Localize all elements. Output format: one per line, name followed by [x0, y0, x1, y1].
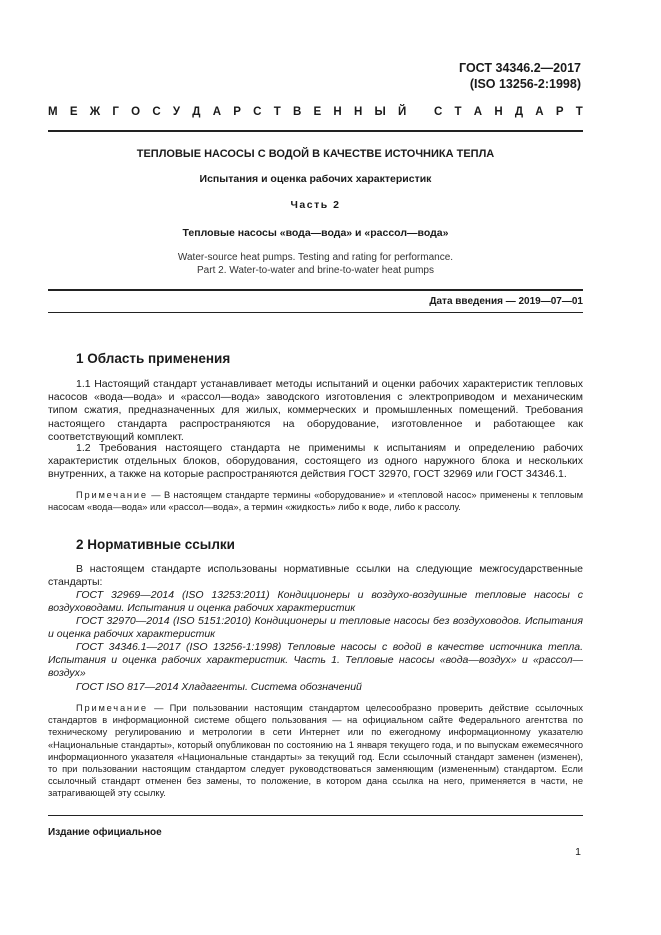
standard-code-block — [459, 60, 581, 92]
note-label: Примечание — [76, 703, 148, 713]
banner-letter: Р — [555, 106, 564, 118]
date-rule — [48, 312, 583, 313]
banner-letter: В — [292, 106, 302, 118]
banner-letter: Т — [454, 106, 462, 118]
english-title-line2: Part 2. Water-to-water and brine-to-water heat pumps — [197, 265, 434, 276]
note-label: Примечание — [76, 490, 148, 500]
document-subtitle: Испытания и оценка рабочих характеристик — [199, 173, 432, 185]
document-title: ТЕПЛОВЫЕ НАСОСЫ С ВОДОЙ В КАЧЕСТВЕ ИСТОЧНИКА ТЕПЛА — [136, 148, 495, 160]
banner-letter: О — [131, 106, 141, 118]
banner-letter: Н — [494, 106, 503, 118]
english-title — [48, 251, 583, 277]
iso-reference: (ISO 13256-2:1998) — [469, 77, 581, 91]
banner-letter: Г — [112, 106, 119, 118]
note-text: — В настоящем стандарте термины «оборудование» и «тепловой насос» применены к тепловым насосам «вода—вода» или «рассол—вода», а термин «жидкость» либо к воде, либо к рассолу. — [48, 490, 583, 513]
interstate-standard-banner — [48, 106, 583, 118]
banner-letter — [419, 106, 422, 118]
part-title: Тепловые насосы «вода—вода» и «рассол—вода» — [182, 227, 449, 239]
reference-item: ГОСТ 32969—2014 (ISO 13253:2011) Кондиционеры и воздухо-воздушные тепловые насосы с воздуховодами. Испытания и оценка рабочих характеристик — [48, 589, 583, 615]
banner-letter: Е — [313, 106, 322, 118]
part-number: Часть 2 — [290, 199, 341, 211]
section-2-heading: 2 Нормативные ссылки — [76, 537, 235, 552]
reference-item: ГОСТ 32970—2014 (ISO 5151:2010) Кондиционеры и тепловые насосы без воздуховодов. Испытания и оценка рабочих характеристик — [48, 615, 583, 641]
reference-item: ГОСТ ISO 817—2014 Хладагенты. Система обозначений — [76, 681, 362, 693]
banner-letter: Й — [398, 106, 407, 118]
banner-letter: А — [535, 106, 544, 118]
standard-number: ГОСТ 34346.2—2017 — [459, 61, 581, 75]
official-edition-label: Издание официальное — [48, 827, 162, 838]
note-text: — При пользовании настоящим стандартом целесообразно проверить действие ссылочных стандартов в информационной системе общего пользования — на официальном сайте Федерального агентства по техническому регулированию и метрологии в сети Интернет или по ежегодному информационному указателю «Национальные стандарты», который опубликован по состоянию на 1 января текущего года, и по выпускам ежемесячного информационного указателя «Национальные стандарты» за текущий год. Если ссылочный стандарт заменен (изменен), то при пользовании настоящим стандартом следует руководствоваться заменяющим (измененным) стандартом. Если ссылочный стандарт отменен без замены, то положение, в котором дана ссылка на него, применяется в части, не затрагивающей эту ссылку. — [48, 703, 583, 799]
section-2-intro: В настоящем стандарте использованы нормативные ссылки на следующие межгосударственные стандарты: — [48, 563, 583, 589]
banner-letter: С — [433, 106, 443, 118]
banner-letter: Ы — [374, 106, 386, 118]
banner-letter: С — [253, 106, 262, 118]
banner-letter: А — [212, 106, 222, 118]
banner-letter: Т — [575, 106, 583, 118]
reference-item: ГОСТ 34346.1—2017 (ISO 13256-1:1998) Тепловые насосы с водой в качестве источника тепла. Испытания и оценка рабочих характеристик. Часть 1. Тепловые насосы «вода—воздух» и «рассол—воздух» — [48, 641, 583, 680]
section-1-paragraph-2: 1.2 Требования настоящего стандарта не применимы к испытаниям и определению рабочих характеристик отдельных блоков, оборудования, состоящего из одного наружного блока и нескольких внутренних, а также на которые распространяются действия ГОСТ 32970, ГОСТ 32969 или ГОСТ 34346.1. — [48, 442, 583, 481]
header-rule — [48, 130, 583, 132]
banner-letter: Р — [233, 106, 241, 118]
banner-letter: Н — [353, 106, 363, 118]
banner-letter: У — [172, 106, 181, 118]
page-number: 1 — [575, 846, 581, 858]
section-1-heading: 1 Область применения — [76, 351, 231, 366]
banner-letter: С — [152, 106, 161, 118]
banner-letter: Д — [192, 106, 201, 118]
introduction-date: Дата введения — 2019—07—01 — [429, 296, 583, 307]
title-rule — [48, 289, 583, 291]
section-1-note — [48, 489, 583, 513]
banner-letter: Ж — [89, 106, 101, 118]
banner-letter: Д — [514, 106, 524, 118]
footer-rule — [48, 815, 583, 816]
section-2-note — [48, 702, 583, 800]
section-1-paragraph-1: 1.1 Настоящий стандарт устанавливает методы испытаний и оценки рабочих характеристик тепловых насосов «вода—вода» и «рассол—вода» заводского изготовления с электроприводом и механическим типом сжатия, предназначенных для жилых, коммерческих и промышленных помещений. Требования настоящего стандарта распространяются на оборудование, изготовленное и работающее как соответствующий комплект. — [48, 378, 583, 443]
banner-letter: Н — [333, 106, 342, 118]
english-title-line1: Water-source heat pumps. Testing and rating for performance. — [177, 252, 454, 263]
banner-letter: Е — [69, 106, 78, 118]
banner-letter: А — [473, 106, 483, 118]
banner-letter: Т — [273, 106, 281, 118]
banner-letter: М — [48, 106, 58, 118]
